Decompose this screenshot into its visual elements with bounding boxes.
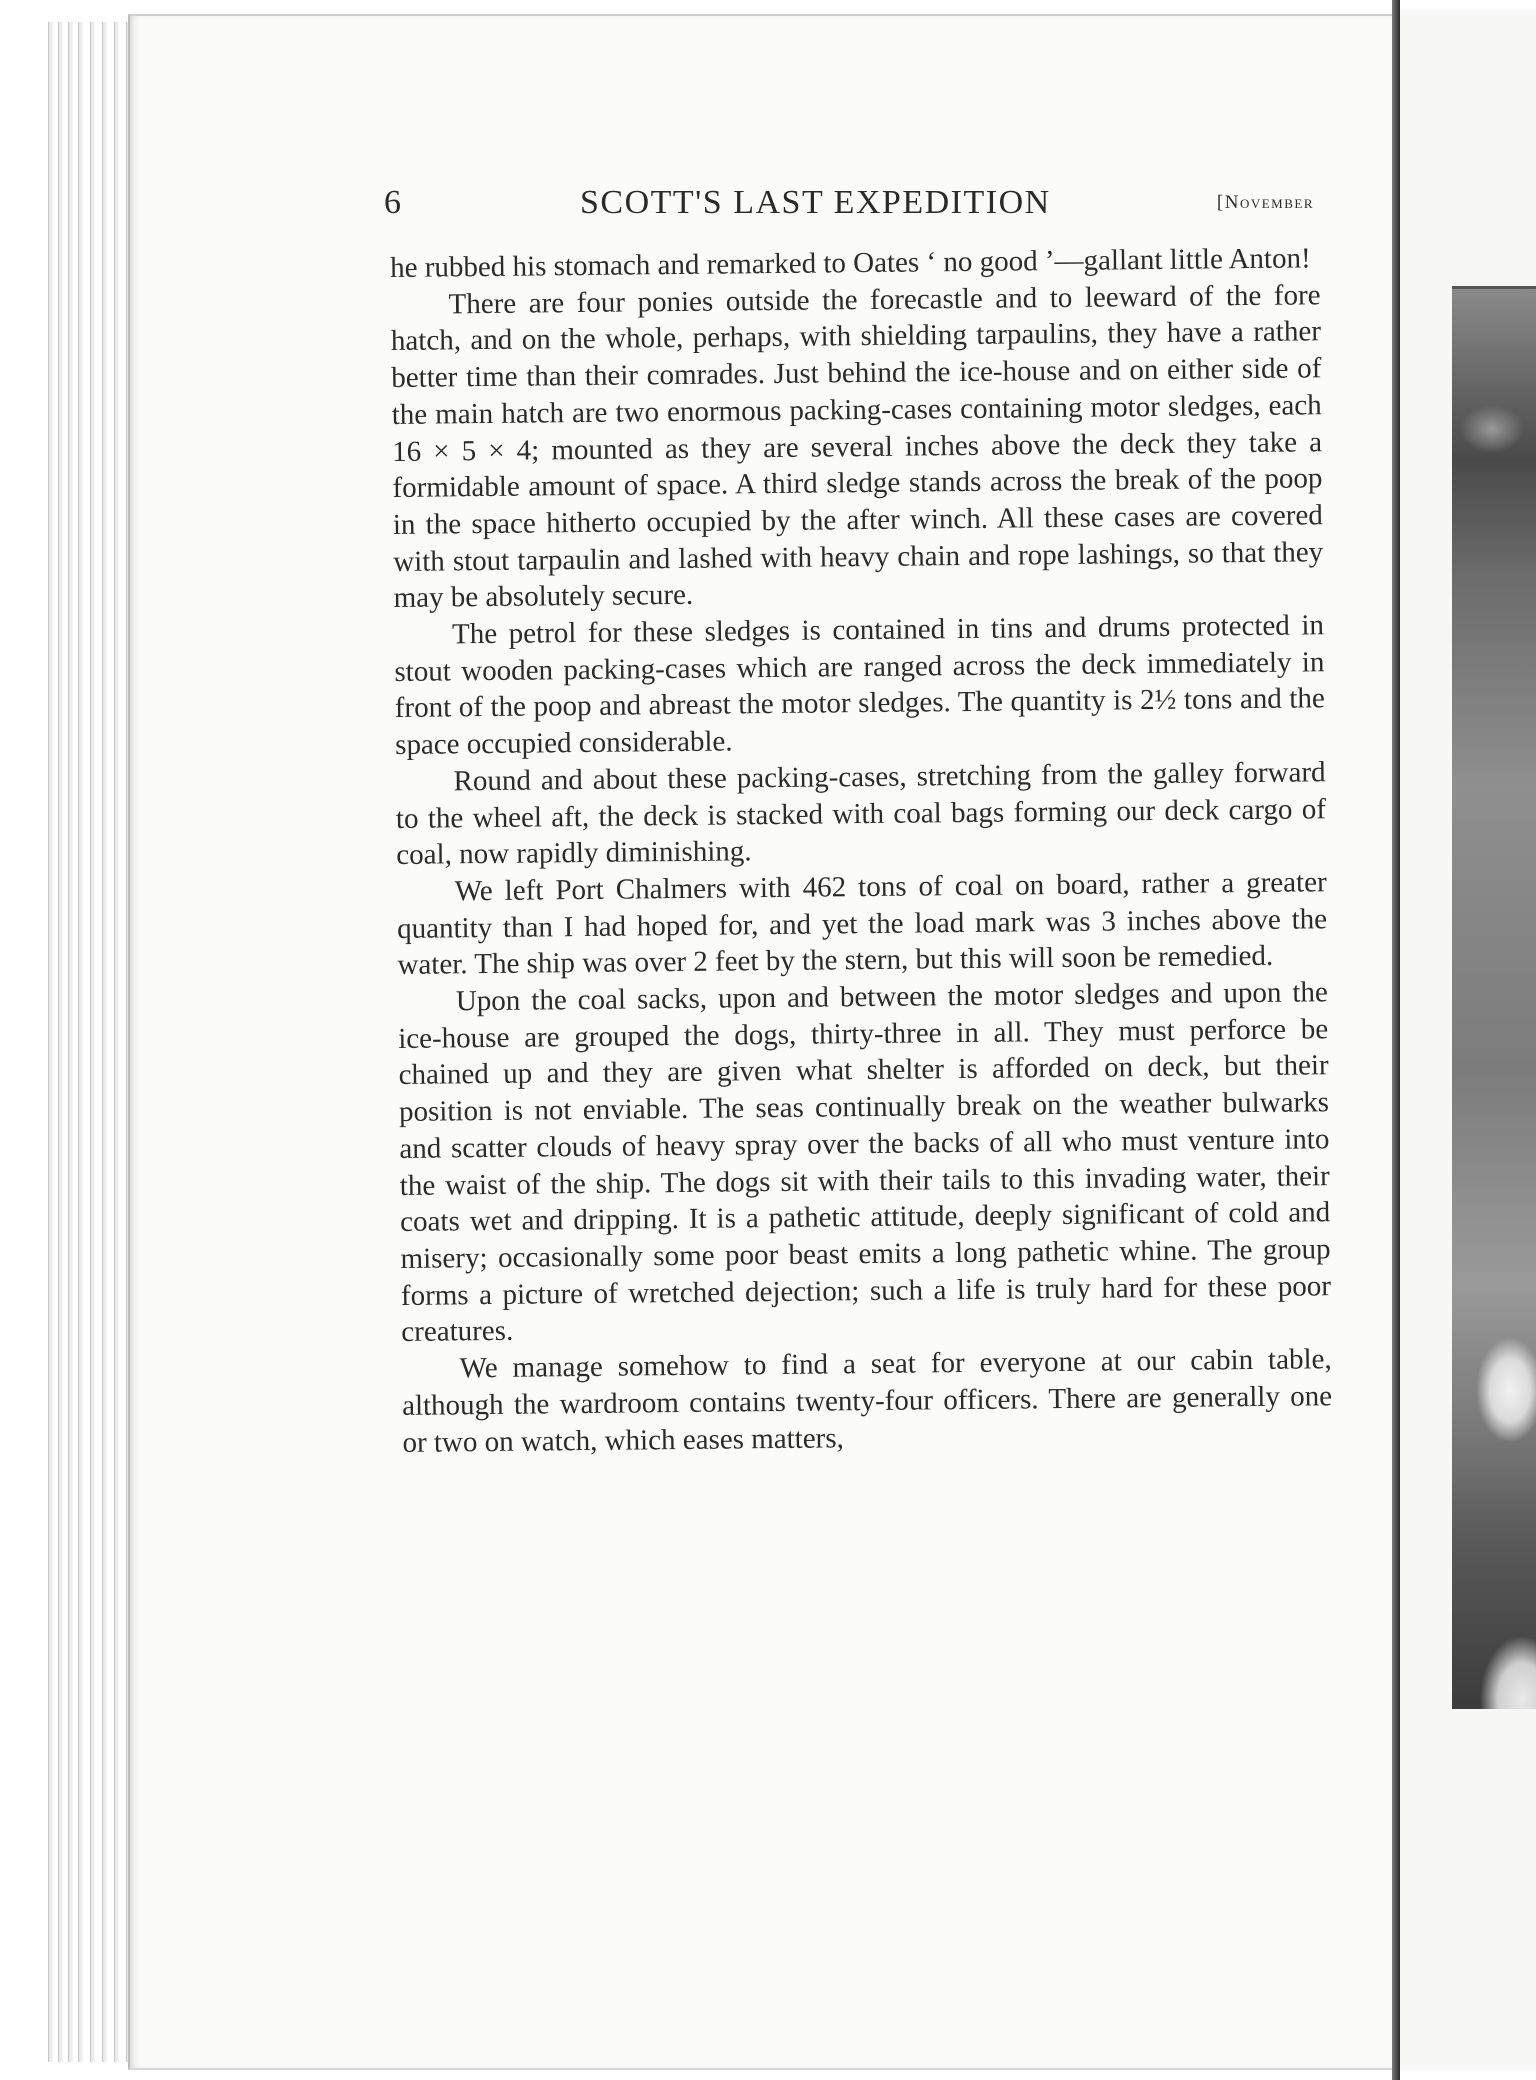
body-text <box>390 240 1333 1461</box>
paragraph: We manage somehow to find a seat for everyone at our cabin table, although the wardroom contains twenty-four officers. There are generally one or two on watch, which eases matters, <box>401 1343 1333 1459</box>
page-header <box>384 184 1314 234</box>
page-edges <box>48 22 138 2062</box>
paragraph: Upon the coal sacks, upon and between the motor sledges and upon the ice-house are grouped the dogs, thirty-three in all. They must perforce be chained up and they are given what shelter is afforded on deck, but their position is not enviable. The seas continually break on the weather bulwarks and scatter clouds of heavy spray over the backs of all who must venture into the waist of the ship. The dogs sit with their tails to this invading water, their coats wet and dripping. It is a pathetic attitude, deeply significant of cold and misery; occasionally some poor beast emits a long pathetic whine. The group forms a picture of wretched dejection; such a life is truly hard for these poor creatures. <box>398 976 1332 1349</box>
book-gutter <box>1392 0 1400 2080</box>
page-number: 6 <box>384 184 401 221</box>
photograph-dog-highlight <box>1460 1300 1536 1490</box>
paragraph: Round and about these packing-cases, stretching from the galley forward to the wheel aft, the deck is stacked with coal bags forming our deck cargo of coal, now rapidly diminishing. <box>395 756 1327 872</box>
running-title: SCOTT'S LAST EXPEDITION <box>580 184 1051 221</box>
paragraph: We left Port Chalmers with 462 tons of coal on board, rather a greater quantity than I had hoped for, and yet the load mark was 3 inches above the water. The ship was over 2 feet by the stern, but this will soon be remedied. <box>396 866 1328 982</box>
paragraph: The petrol for these sledges is contained in tins and drums protected in stout wooden packing-cases which are ranged across the deck immediately in front of the poop and abreast the motor sledges. The quantity is 2½ tons and the space occupied considerable. <box>394 609 1325 762</box>
facing-photograph <box>1452 286 1536 1709</box>
running-month: [November <box>1216 192 1314 213</box>
paragraph: he rubbed his stomach and remarked to Oates ‘ no good ’—gallant little Anton! <box>390 242 1311 284</box>
paragraph: There are four ponies outside the forecastle and to leeward of the fore hatch, and on the whole, perhaps, with shielding tarpaulins, they have a rather better time than their comrades. Just behind the ice-house and on either side of the main hatch are two enormous packing-cases containing motor sledges, each 16 × 5 × 4; mounted as they are several inches above the deck they take a formidable amount of space. A third sledge stands across the break of the poop in the space hitherto occupied by the after winch. All these cases are covered with stout tarpaulin and lashed with heavy chain and rope lashings, so that they may be absolutely secure. <box>390 278 1324 615</box>
